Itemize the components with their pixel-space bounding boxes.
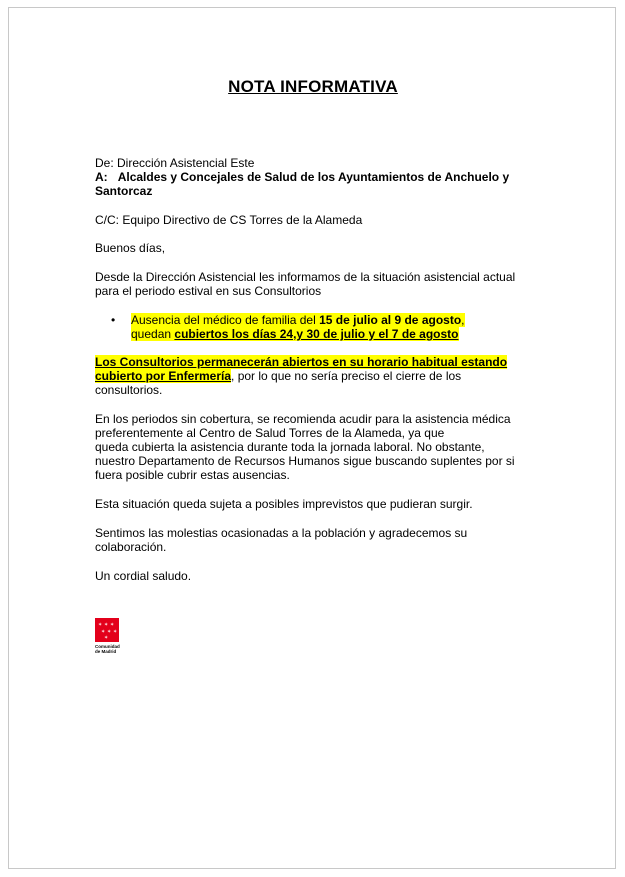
greeting: Buenos días, xyxy=(95,241,166,255)
consultorios-nursing-text: cubierto por Enfermería xyxy=(95,369,232,383)
consultorios-rest: , por lo que no sería preciso el cierre de los xyxy=(231,369,462,383)
logo-text-line-1: Comunidad xyxy=(95,644,120,649)
to-line xyxy=(95,170,535,184)
bullet-dot-icon: • xyxy=(111,313,116,327)
intro-line-1: Desde la Dirección Asistencial les informamos de la situación asistencial actual xyxy=(95,270,516,284)
cc-line: C/C: Equipo Directivo de CS Torres de la Alameda xyxy=(95,213,363,227)
closing-salutation: Un cordial saludo. xyxy=(95,569,192,583)
logo-text xyxy=(95,644,119,654)
bullet-dates: 15 de julio al 9 de agosto xyxy=(319,313,462,327)
sentimos-line-1: Sentimos las molestias ocasionadas a la población y agradecemos su xyxy=(95,526,468,540)
bullet-covered-days: cubiertos los días 24,y 30 de julio y el 7 de agosto xyxy=(174,327,459,341)
bullet-text xyxy=(131,313,531,341)
sentimos-line-2: colaboración. xyxy=(95,540,167,554)
consultorios-line-1 xyxy=(95,355,535,369)
to-line-2: Santorcaz xyxy=(95,184,153,198)
comunidad-de-madrid-logo xyxy=(95,618,119,654)
periodos-line-3: queda cubierta la asistencia durante toda la jornada laboral. No obstante, xyxy=(95,440,485,454)
periodos-line-1: En los periodos sin cobertura, se recomienda acudir para la asistencia médica xyxy=(95,412,511,426)
intro-line-2: para el periodo estival en sus Consultorios xyxy=(95,284,322,298)
to-recipients: Alcaldes y Concejales de Salud de los Ayuntamientos de Anchuelo y xyxy=(117,170,510,184)
bullet-part-1: Ausencia del médico de familia del xyxy=(131,313,320,327)
document-page xyxy=(8,7,616,869)
to-prefix: A: xyxy=(95,170,108,184)
situacion-line: Esta situación queda sujeta a posibles imprevistos que pudieran surgir. xyxy=(95,497,473,511)
madrid-stars-icon: ✶ ✶ ✶ ✶ ✶ ✶ ✶ xyxy=(95,618,119,642)
periodos-line-5: fuera posible cubrir estas ausencias. xyxy=(95,468,290,482)
from-line: De: Dirección Asistencial Este xyxy=(95,156,255,170)
bullet-part-3: , xyxy=(461,313,465,327)
consultorios-open-text: Los Consultorios permanecerán abiertos en su horario habitual estando xyxy=(95,355,508,369)
consultorios-line-3: consultorios. xyxy=(95,383,163,397)
consultorios-line-2 xyxy=(95,369,535,383)
periodos-line-2: preferentemente al Centro de Salud Torres de la Alameda, ya que xyxy=(95,426,445,440)
periodos-line-4: nuestro Departamento de Recursos Humanos sigue buscando suplentes por si xyxy=(95,454,515,468)
document-title: NOTA INFORMATIVA xyxy=(228,77,398,96)
bullet-part-4: quedan xyxy=(131,327,175,341)
logo-text-line-2: de Madrid xyxy=(95,649,117,654)
